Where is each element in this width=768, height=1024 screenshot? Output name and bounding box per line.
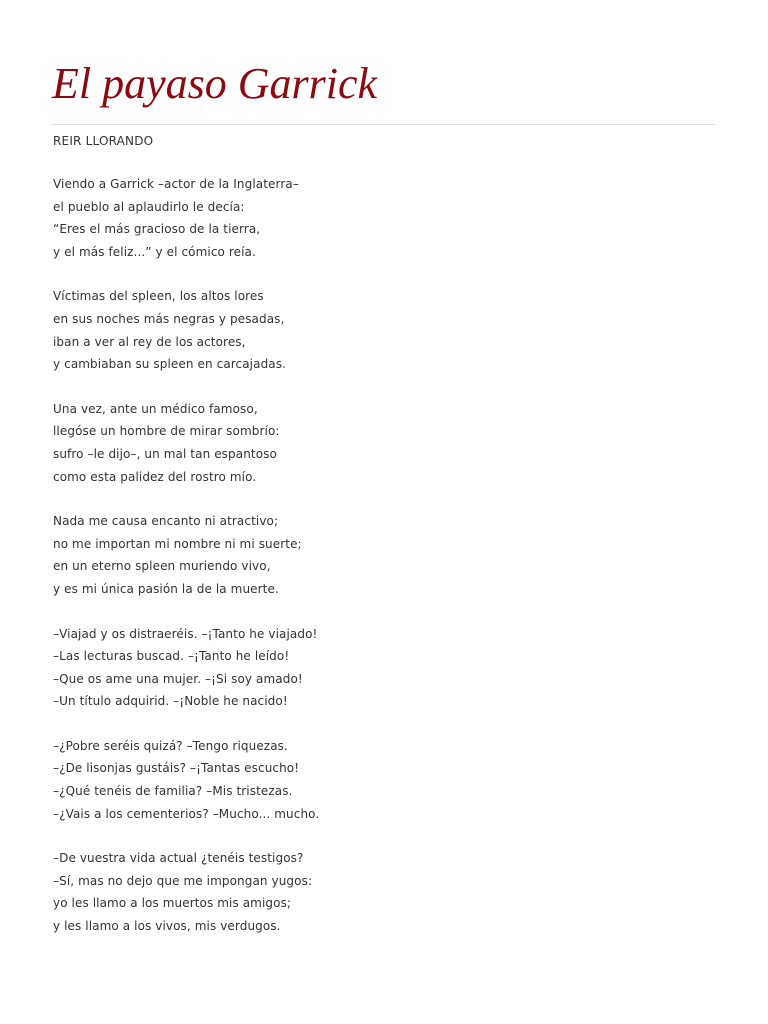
poem-line: –¿Vais a los cementerios? –Mucho... mucho. [53,806,320,821]
stanza-7 [53,847,713,937]
stanza-4 [53,510,713,600]
poem-line: yo les llamo a los muertos mis amigos; [53,896,292,911]
poem-line: en un eterno spleen muriendo vivo, [53,559,271,574]
poem-line: Nada me causa encanto ni atractivo; [53,514,279,529]
poem-line: –Las lecturas buscad. –¡Tanto he leído! [53,649,290,664]
poem-line: Viendo a Garrick –actor de la Inglaterra– [53,177,299,191]
poem-line: en sus noches más negras y pesadas, [53,311,285,326]
stanza-2 [53,285,713,375]
poem-subtitle: REIR LLORANDO [53,134,154,148]
poem-line: y cambiaban su spleen en carcajadas. [53,357,287,372]
poem-line: y el más feliz...” y el cómico reía. [53,244,256,259]
poem-line: –Sí, mas no dejo que me impongan yugos: [53,873,313,888]
poem-line: –¿Pobre seréis quizá? –Tengo riquezas. [53,738,288,753]
poem-body [53,173,713,960]
poem-line: Víctimas del spleen, los altos lores [53,289,264,304]
title-divider [52,124,715,125]
poem-line: el pueblo al aplaudirlo le decía: [53,199,245,214]
poem-line: –¿De lisonjas gustáis? –¡Tantas escucho! [53,761,300,776]
poem-line: –Que os ame una mujer. –¡Si soy amado! [53,671,303,686]
poem-line: como esta palidez del rostro mío. [53,469,257,484]
poem-line: –Viajad y os distraeréis. –¡Tanto he viajado! [53,626,318,641]
poem-line: y es mi única pasión la de la muerte. [53,581,279,596]
poem-line: –¿Qué tenéis de familia? –Mis tristezas. [53,784,293,799]
poem-line: y les llamo a los vivos, mis verdugos. [53,919,281,934]
poem-line: llegóse un hombre de mirar sombrío: [53,424,280,439]
page-title: El payaso Garrick [52,59,378,108]
poem-line: no me importan mi nombre ni mi suerte; [53,536,302,551]
stanza-6 [53,735,713,825]
poem-line: –De vuestra vida actual ¿tenéis testigos? [53,851,304,866]
stanza-1 [53,173,713,263]
stanza-3 [53,398,713,488]
poem-line: sufro –le dijo–, un mal tan espantoso [53,446,277,461]
poem-line: –Un título adquirid. –¡Noble he nacido! [53,694,288,709]
poem-line: “Eres el más gracioso de la tierra, [53,222,261,237]
stanza-5 [53,623,713,713]
poem-line: Una vez, ante un médico famoso, [53,401,258,416]
poem-line: iban a ver al rey de los actores, [53,334,246,349]
